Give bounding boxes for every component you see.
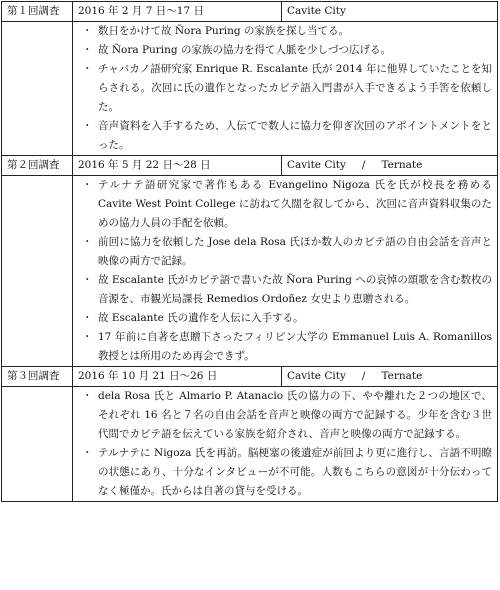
survey-3-body-row [2,387,498,502]
survey-2-label: 第２回調査 [2,156,73,176]
survey-1-items-cell [73,22,498,156]
survey-3-place-1: Cavite City [287,370,346,382]
survey-3-header-row [2,367,498,387]
survey-2-place-2: Ternate [381,159,423,171]
list-item: ・ dela Rosa 氏と Almario P. Atanacio 氏の協力の下、やや離れた２つの地区で、それぞれ 16 名と７名の自由会話を音声と映像の両方で記録する。少年を含む３世代間でカビテ語を伝えている家族を紹介され、音声と映像の両方で記録する。 [88,387,492,444]
survey-3-label: 第３回調査 [2,367,73,387]
list-item: ・ 前回に協力を依頼した Jose dela Rosa 氏ほか数人のカビテ語の自由会話を音声と映像の両方で記録。 [88,233,492,271]
survey-1-blank-cell [2,22,73,156]
survey-table [1,1,498,502]
survey-2-items [78,176,492,366]
survey-2-body-row [2,176,498,367]
survey-3-place [282,367,498,387]
survey-3-dates: 2016 年 10 月 21 日〜26 日 [73,367,282,387]
survey-1-header-row [2,2,498,22]
survey-2-dates: 2016 年 5 月 22 日〜28 日 [73,156,282,176]
list-item: ・ チャバカノ語研究家 Enrique R. Escalante 氏が 2014 年に他界していたことを知らされる。次回に氏の遺作となったカビテ語入門書が入手できるよう手筈を依頼した。 [88,60,492,117]
survey-1-label: 第１回調査 [2,2,73,22]
survey-3-items-cell [73,387,498,502]
list-item: ・ 故 Escalante 氏がカビテ語で書いた故 Ñora Puring への哀悼の頌歌を含む数枚の音源を、市観光局課長 Remedios Ordoñez 女史より恵贈される。 [88,271,492,309]
place-separator: / [361,159,366,171]
list-item: ・ テルナテ語研究家で著作もある Evangelino Nigoza 氏を氏が校長を務める Cavite West Point College に訪ねて久闊を叙してから、次回に音声資料収集のための協力人員の手配を依頼。 [88,176,492,233]
list-item: ・ 故 Escalante 氏の遺作を人伝に入手する。 [88,309,492,328]
survey-3-blank-cell [2,387,73,502]
list-item: ・ 故 Ñora Puring の家族の協力を得て人脈を少しづつ広げる。 [88,41,492,60]
list-item: ・ テルナテに Nigoza 氏を再訪。脳梗塞の後遺症が前回より更に進行し、言語不明瞭の状態にあり、十分なインタビューが不可能。人数もこちらの意図が十分伝わってなく極僅か。氏からは自著の貸与を受ける。 [88,444,492,501]
survey-1-dates: 2016 年 2 月 7 日〜17 日 [73,2,282,22]
list-item: ・ 数日をかけて故 Ñora Puring の家族を探し当てる。 [88,22,492,41]
list-item: ・ 17 年前に自著を恵贈下さったフィリピン大学の Emmanuel Luis A. Romanillos 教授とは所用のため再会できず。 [88,328,492,366]
survey-2-blank-cell [2,176,73,367]
place-separator: / [361,370,366,382]
survey-1-place [282,2,498,22]
list-item: ・ 音声資料を入手するため、人伝てで数人に協力を仰ぎ次回のアポイントメントをとった。 [88,117,492,155]
survey-2-items-cell [73,176,498,367]
survey-2-place [282,156,498,176]
survey-3-place-2: Ternate [381,370,423,382]
survey-2-header-row [2,156,498,176]
survey-2-place-1: Cavite City [287,159,346,171]
survey-1-items [78,22,492,155]
survey-1-place-1: Cavite City [287,5,346,17]
survey-1-body-row [2,22,498,156]
survey-3-items [78,387,492,501]
